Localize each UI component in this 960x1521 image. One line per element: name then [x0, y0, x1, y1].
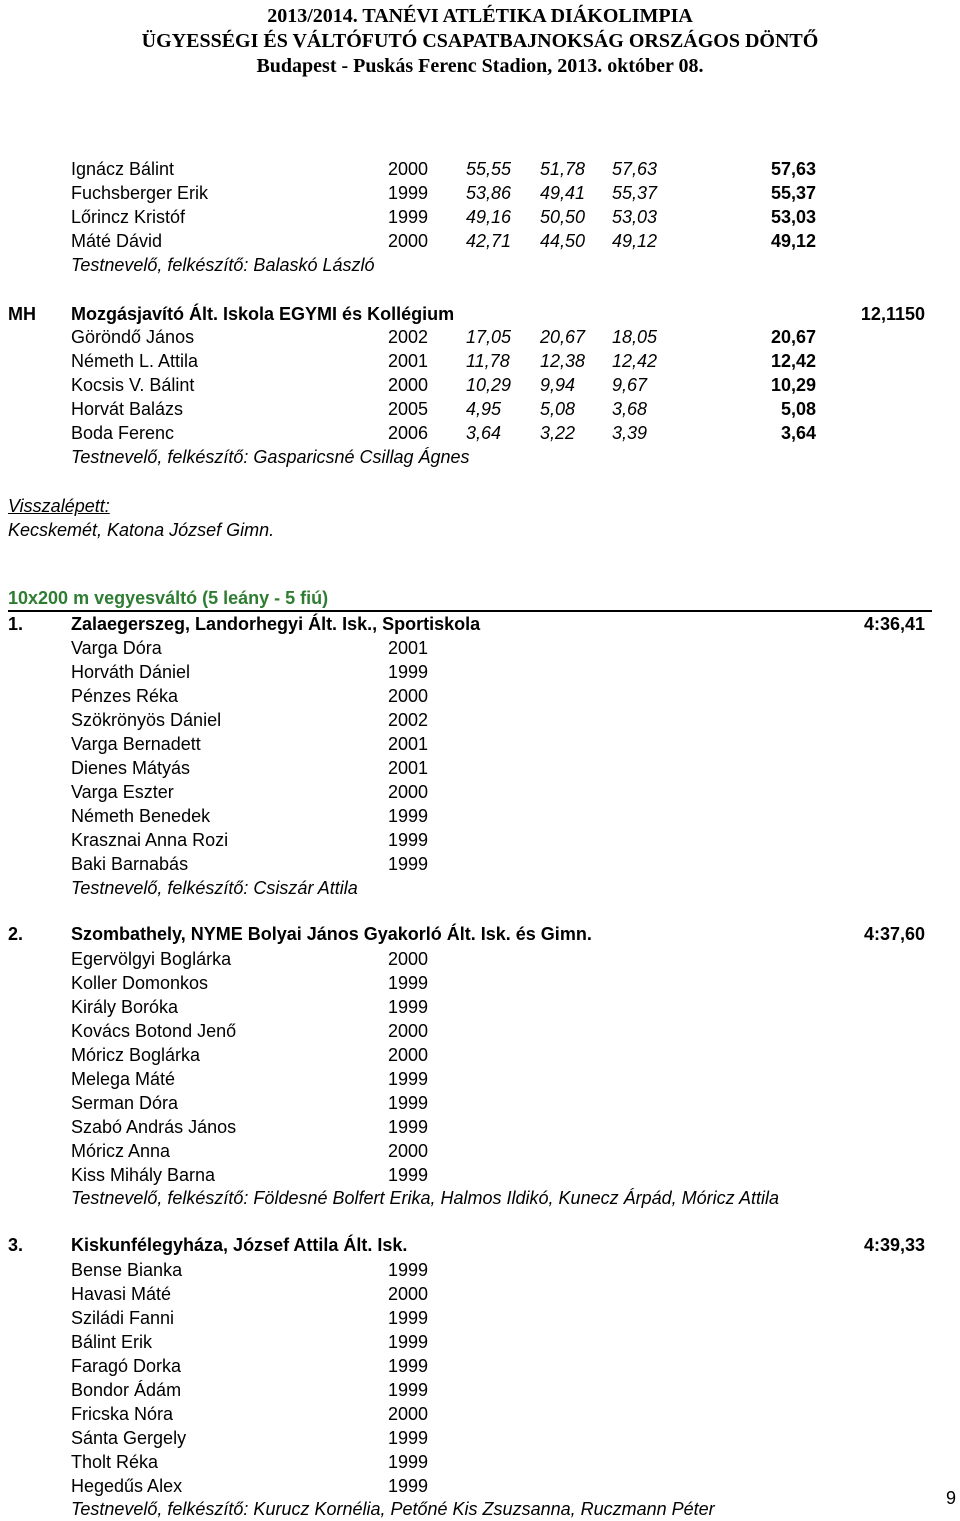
- athlete-row: [0, 205, 960, 229]
- coach-row: [0, 253, 960, 277]
- member-year: 1999: [388, 1093, 429, 1113]
- attempt-1: 53,86: [466, 183, 512, 203]
- member-row: [0, 1354, 960, 1378]
- athlete-year: 2005: [388, 399, 429, 419]
- member-year: 1999: [388, 830, 429, 850]
- athlete-name: Göröndő János: [71, 327, 195, 347]
- attempt-2: 9,94: [540, 375, 576, 395]
- member-name: Németh Benedek: [71, 806, 211, 826]
- athlete-row: [0, 325, 960, 349]
- member-name: Sánta Gergely: [71, 1428, 187, 1448]
- member-name: Egervölgyi Boglárka: [71, 949, 232, 969]
- member-name: Bondor Ádám: [71, 1380, 182, 1400]
- team-rank: 2.: [8, 924, 24, 944]
- best-result: 3,64: [780, 423, 816, 443]
- member-name: Móricz Boglárka: [71, 1045, 201, 1065]
- athlete-name: Fuchsberger Erik: [71, 183, 209, 203]
- athlete-row: [0, 421, 960, 445]
- athlete-row: [0, 157, 960, 181]
- member-name: Bálint Erik: [71, 1332, 153, 1352]
- best-result: 57,63: [770, 159, 816, 179]
- withdrawn-label: Visszalépett:: [8, 496, 110, 516]
- attempt-1: 3,64: [466, 423, 502, 443]
- member-year: 1999: [388, 1069, 429, 1089]
- attempt-2: 50,50: [540, 207, 586, 227]
- member-year: 2001: [388, 638, 429, 658]
- attempt-2: 20,67: [540, 327, 586, 347]
- member-year: 1999: [388, 1380, 429, 1400]
- attempt-3: 55,37: [612, 183, 658, 203]
- attempt-2: 5,08: [540, 399, 576, 419]
- member-name: Baki Barnabás: [71, 854, 189, 874]
- coach-row: [0, 876, 960, 900]
- attempt-3: 18,05: [612, 327, 658, 347]
- header-line-1: 2013/2014. TANÉVI ATLÉTIKA DIÁKOLIMPIA: [267, 5, 693, 27]
- coach-text: Testnevelő, felkészítő: Balaskó László: [71, 255, 375, 275]
- member-row: [0, 1426, 960, 1450]
- attempt-1: 42,71: [466, 231, 512, 251]
- member-row: [0, 1378, 960, 1402]
- coach-text: Testnevelő, felkészítő: Földesné Bolfert Erika, Halmos Ildikó, Kunecz Árpád, Móricz Attila: [71, 1188, 779, 1208]
- member-year: 2000: [388, 1404, 429, 1424]
- athlete-name: Lőrincz Kristóf: [71, 207, 186, 227]
- athlete-year: 2006: [388, 423, 429, 443]
- team-name: Szombathely, NYME Bolyai János Gyakorló Ált. Isk. és Gimn.: [71, 924, 592, 944]
- relay-team-header: [0, 612, 960, 636]
- member-year: 1999: [388, 1260, 429, 1280]
- withdrawn-team-row: [0, 518, 960, 542]
- member-name: Fricska Nóra: [71, 1404, 174, 1424]
- member-year: 1999: [388, 806, 429, 826]
- team-time: 4:36,41: [863, 614, 925, 634]
- member-row: [0, 804, 960, 828]
- member-row: [0, 1330, 960, 1354]
- best-result: 12,42: [770, 351, 816, 371]
- member-row: [0, 636, 960, 660]
- athlete-row: [0, 397, 960, 421]
- member-name: Krasznai Anna Rozi: [71, 830, 229, 850]
- attempt-1: 49,16: [466, 207, 512, 227]
- member-name: Horváth Dániel: [71, 662, 191, 682]
- attempt-3: 3,39: [612, 423, 648, 443]
- team-rank: 1.: [8, 614, 24, 634]
- coach-row: [0, 1497, 960, 1521]
- member-row: [0, 947, 960, 971]
- member-year: 2000: [388, 949, 429, 969]
- attempt-1: 11,78: [466, 351, 510, 371]
- attempt-2: 51,78: [540, 159, 586, 179]
- withdrawn-team: Kecskemét, Katona József Gimn.: [8, 520, 275, 540]
- member-year: 1999: [388, 1332, 429, 1352]
- attempt-1: 17,05: [466, 327, 512, 347]
- member-year: 2001: [388, 758, 429, 778]
- member-year: 1999: [388, 1308, 429, 1328]
- withdrawn-label-row: [0, 494, 960, 518]
- header-line-2: ÜGYESSÉGI ÉS VÁLTÓFUTÓ CSAPATBAJNOKSÁG ORSZÁGOS DÖNTŐ: [141, 30, 819, 52]
- athlete-name: Máté Dávid: [71, 231, 163, 251]
- header-line-3: Budapest - Puskás Ferenc Stadion, 2013. október 08.: [256, 55, 704, 77]
- member-name: Kovács Botond Jenő: [71, 1021, 237, 1041]
- team-name: Mozgásjavító Ált. Iskola EGYMI és Kollégium: [71, 304, 455, 324]
- member-row: [0, 660, 960, 684]
- member-name: Varga Dóra: [71, 638, 162, 658]
- member-year: 2000: [388, 1045, 429, 1065]
- attempt-2: 49,41: [540, 183, 586, 203]
- attempt-1: 55,55: [466, 159, 512, 179]
- member-name: Koller Domonkos: [71, 973, 209, 993]
- best-result: 53,03: [770, 207, 816, 227]
- best-result: 49,12: [770, 231, 816, 251]
- athlete-row: [0, 349, 960, 373]
- member-row: [0, 1163, 960, 1187]
- member-year: 1999: [388, 1356, 429, 1376]
- attempt-2: 12,38: [540, 351, 586, 371]
- coach-row: [0, 1186, 960, 1210]
- team-score: 12,1150: [860, 304, 925, 324]
- member-year: 1999: [388, 1428, 429, 1448]
- member-row: [0, 1043, 960, 1067]
- member-year: 1999: [388, 1476, 429, 1496]
- attempt-1: 10,29: [466, 375, 512, 395]
- athlete-year: 2002: [388, 327, 429, 347]
- member-row: [0, 828, 960, 852]
- event-title: 10x200 m vegyesváltó (5 leány - 5 fiú): [8, 588, 329, 608]
- page-number: 9: [945, 1488, 956, 1508]
- member-row: [0, 1139, 960, 1163]
- member-row: [0, 1474, 960, 1498]
- attempt-3: 12,42: [612, 351, 658, 371]
- athlete-year: 2001: [388, 351, 429, 371]
- member-year: 2001: [388, 734, 429, 754]
- team-rank: 3.: [8, 1235, 24, 1255]
- attempt-3: 3,68: [612, 399, 648, 419]
- member-row: [0, 1402, 960, 1426]
- team-header-row: [0, 302, 960, 326]
- coach-text: Testnevelő, felkészítő: Gasparicsné Csillag Ágnes: [71, 447, 470, 467]
- member-year: 2000: [388, 686, 429, 706]
- best-result: 10,29: [770, 375, 816, 395]
- member-year: 1999: [388, 1165, 429, 1185]
- member-year: 2002: [388, 710, 429, 730]
- best-result: 55,37: [770, 183, 816, 203]
- member-year: 1999: [388, 1117, 429, 1137]
- member-name: Király Boróka: [71, 997, 179, 1017]
- member-year: 2000: [388, 1141, 429, 1161]
- athlete-year: 1999: [388, 207, 429, 227]
- member-name: Varga Bernadett: [71, 734, 201, 754]
- coach-text: Testnevelő, felkészítő: Kurucz Kornélia, Petőné Kis Zsuzsanna, Ruczmann Péter: [71, 1499, 715, 1519]
- member-name: Kiss Mihály Barna: [71, 1165, 216, 1185]
- member-year: 1999: [388, 997, 429, 1017]
- member-name: Dienes Mátyás: [71, 758, 191, 778]
- member-row: [0, 1282, 960, 1306]
- athlete-year: 2000: [388, 159, 429, 179]
- attempt-1: 4,95: [466, 399, 502, 419]
- relay-team-header: [0, 922, 960, 946]
- member-name: Pénzes Réka: [71, 686, 179, 706]
- member-name: Szabó András János: [71, 1117, 237, 1137]
- athlete-year: 2000: [388, 375, 429, 395]
- member-name: Melega Máté: [71, 1069, 176, 1089]
- member-row: [0, 708, 960, 732]
- member-name: Tholt Réka: [71, 1452, 159, 1472]
- member-year: 1999: [388, 662, 429, 682]
- member-name: Móricz Anna: [71, 1141, 171, 1161]
- coach-text: Testnevelő, felkészítő: Csiszár Attila: [71, 878, 358, 898]
- member-name: Havasi Máté: [71, 1284, 172, 1304]
- attempt-2: 44,50: [540, 231, 586, 251]
- team-name: Kiskunfélegyháza, József Attila Ált. Isk.: [71, 1235, 408, 1255]
- athlete-year: 1999: [388, 183, 429, 203]
- member-year: 2000: [388, 1021, 429, 1041]
- best-result: 5,08: [780, 399, 816, 419]
- member-row: [0, 732, 960, 756]
- member-row: [0, 1115, 960, 1139]
- member-name: Bense Bianka: [71, 1260, 183, 1280]
- event-title-row: [0, 586, 960, 610]
- page-header: [0, 4, 960, 79]
- athlete-name: Boda Ferenc: [71, 423, 175, 443]
- coach-row: [0, 445, 960, 469]
- athlete-name: Kocsis V. Bálint: [71, 375, 195, 395]
- member-row: [0, 852, 960, 876]
- member-name: Serman Dóra: [71, 1093, 179, 1113]
- member-row: [0, 995, 960, 1019]
- member-name: Hegedűs Alex: [71, 1476, 183, 1496]
- athlete-row: [0, 229, 960, 253]
- best-result: 20,67: [770, 327, 816, 347]
- athlete-name: Ignácz Bálint: [71, 159, 175, 179]
- athlete-name: Németh L. Attila: [71, 351, 199, 371]
- attempt-3: 9,67: [612, 375, 648, 395]
- member-row: [0, 1450, 960, 1474]
- attempt-3: 57,63: [612, 159, 658, 179]
- attempt-3: 53,03: [612, 207, 658, 227]
- member-year: 1999: [388, 1452, 429, 1472]
- member-name: Sziládi Fanni: [71, 1308, 175, 1328]
- member-row: [0, 1019, 960, 1043]
- athlete-name: Horvát Balázs: [71, 399, 184, 419]
- attempt-2: 3,22: [540, 423, 576, 443]
- member-year: 2000: [388, 782, 429, 802]
- member-row: [0, 1067, 960, 1091]
- team-time: 4:37,60: [863, 924, 925, 944]
- member-row: [0, 1091, 960, 1115]
- member-year: 1999: [388, 973, 429, 993]
- member-name: Szökrönyös Dániel: [71, 710, 222, 730]
- member-name: Faragó Dorka: [71, 1356, 182, 1376]
- team-name: Zalaegerszeg, Landorhegyi Ált. Isk., Sportiskola: [71, 614, 481, 634]
- member-name: Varga Eszter: [71, 782, 174, 802]
- attempt-3: 49,12: [612, 231, 658, 251]
- member-row: [0, 1258, 960, 1282]
- athlete-row: [0, 181, 960, 205]
- member-year: 1999: [388, 854, 429, 874]
- member-row: [0, 684, 960, 708]
- member-row: [0, 756, 960, 780]
- member-row: [0, 971, 960, 995]
- relay-team-header: [0, 1233, 960, 1257]
- athlete-row: [0, 373, 960, 397]
- athlete-year: 2000: [388, 231, 429, 251]
- member-row: [0, 780, 960, 804]
- member-year: 2000: [388, 1284, 429, 1304]
- team-code: MH: [8, 304, 36, 324]
- team-time: 4:39,33: [863, 1235, 925, 1255]
- member-row: [0, 1306, 960, 1330]
